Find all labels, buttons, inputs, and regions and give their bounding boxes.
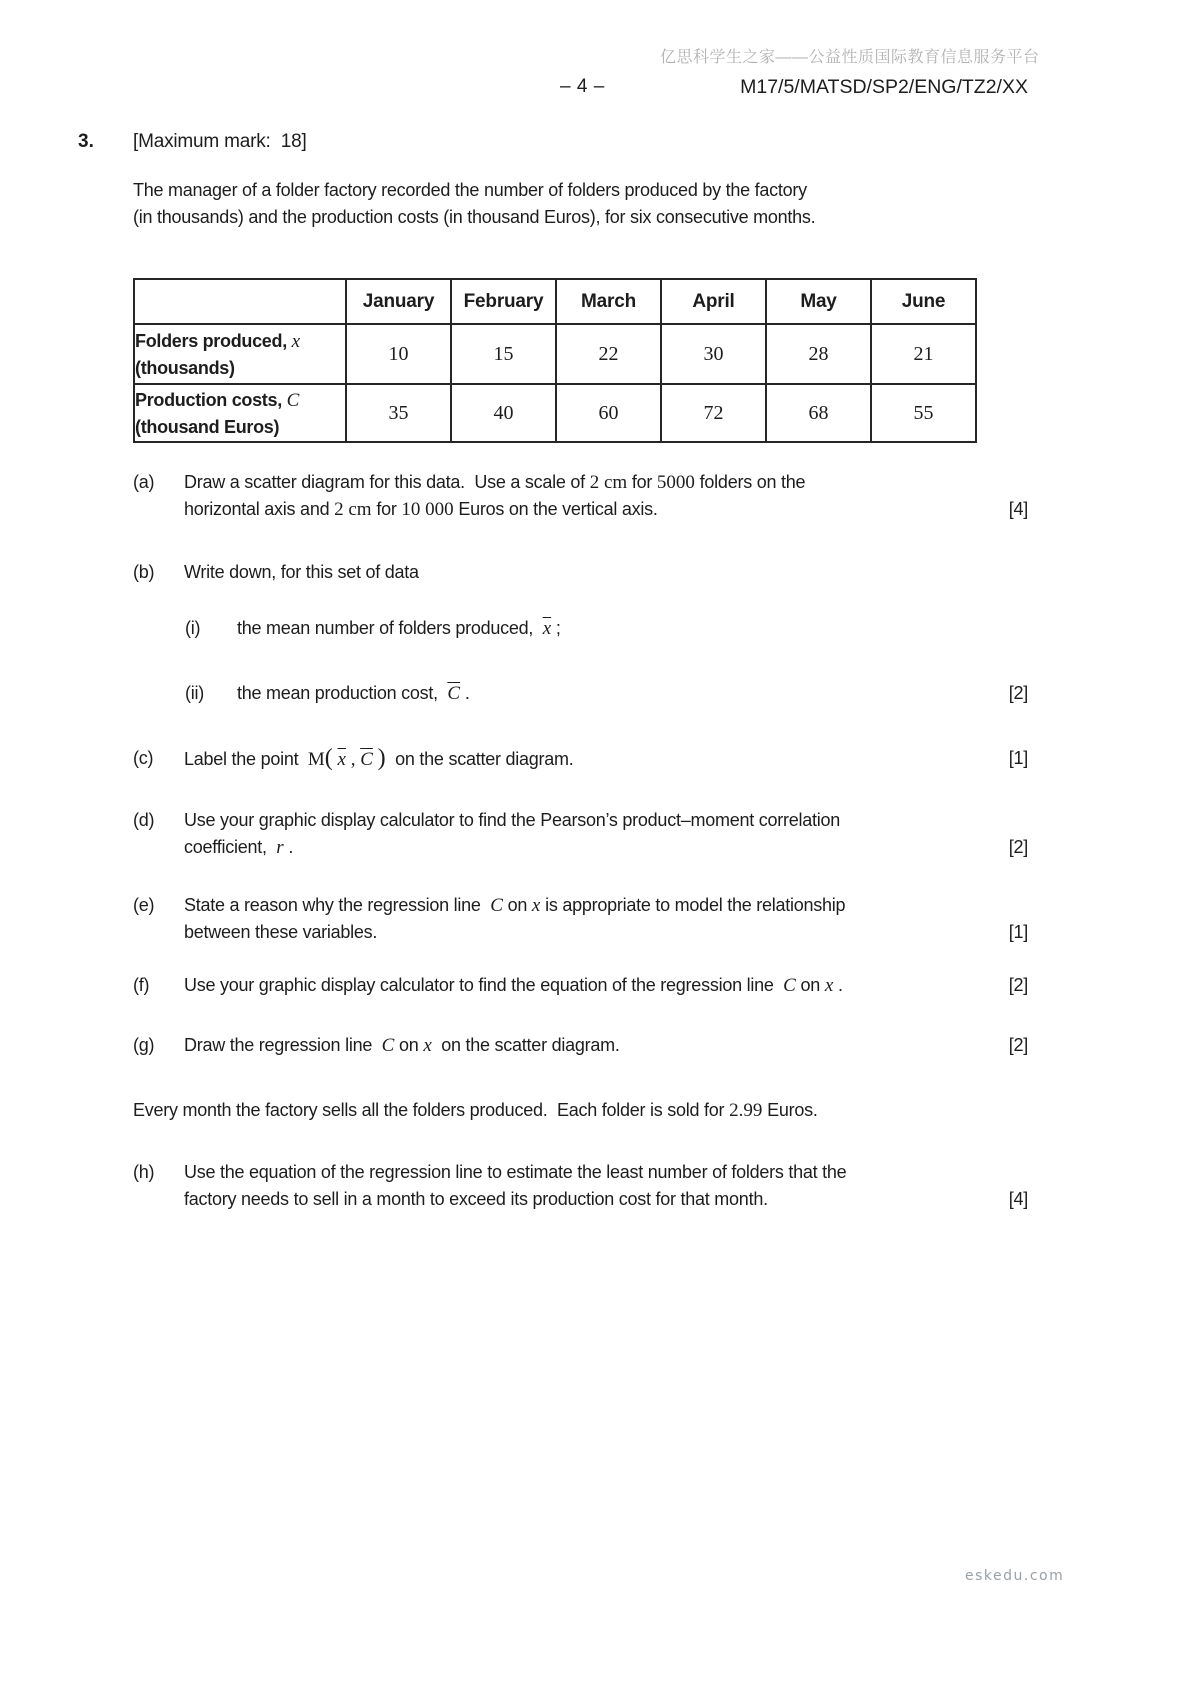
table-cell: 21 (871, 324, 976, 384)
mark-badge: [2] (1008, 837, 1028, 857)
part-text-line: Use your graphic display calculator to find the Pearson’s product–moment correlation (184, 810, 841, 830)
part-b-i (133, 615, 1028, 642)
paper-code: M17/5/MATSD/SP2/ENG/TZ2/XX (740, 76, 1028, 98)
row-label-line: Production costs, C (135, 389, 300, 411)
part-letter: (c) (133, 748, 154, 768)
table-cell: 30 (661, 324, 766, 384)
max-mark: [Maximum mark: 18] (133, 131, 307, 152)
part-text-line: the mean production cost, $\overline{C}$ . (237, 683, 470, 704)
part-letter: (i) (185, 618, 201, 638)
part-text-line: horizontal axis and 2 cm for 10 000 Euros on the vertical axis. (184, 499, 658, 520)
mark-badge: [2] (1008, 1035, 1028, 1055)
part-text-line: State a reason why the regression line C on x is appropriate to model the relationship (184, 895, 846, 916)
part-b-ii (133, 680, 1028, 707)
page-number: – 4 – (560, 76, 605, 97)
part-f (133, 972, 1028, 999)
part-letter: (ii) (185, 683, 204, 703)
intro-line: The manager of a folder factory recorded the number of folders produced by the factory (133, 180, 807, 200)
row-label-line: (thousands) (135, 357, 235, 378)
mark-badge: [1] (1008, 922, 1028, 942)
data-table (133, 278, 977, 443)
month-header: May (766, 279, 871, 324)
part-letter: (d) (133, 810, 155, 830)
table-row-folders (134, 324, 976, 384)
table-cell: 35 (346, 384, 451, 442)
part-text-line: Label the point M( $\overline{x}$ , $\overline{C}$ ) on the scatter diagram. (184, 745, 574, 771)
table-cell: 68 (766, 384, 871, 442)
question-intro (133, 177, 1028, 231)
part-text-line: Draw the regression line C on x on the scatter diagram. (184, 1035, 620, 1056)
question-number: 3. (78, 131, 94, 152)
part-g (133, 1032, 1028, 1059)
part-b (133, 559, 1028, 586)
part-text-line: Use your graphic display calculator to find the equation of the regression line C on x . (184, 975, 843, 996)
bottom-watermark: eskedu.com (965, 1568, 1065, 1584)
mark-badge: [4] (1008, 1189, 1028, 1209)
table-cell: 60 (556, 384, 661, 442)
row-label-folders (134, 324, 346, 384)
table-cell: 28 (766, 324, 871, 384)
table-cell: 10 (346, 324, 451, 384)
row-label-line: (thousand Euros) (135, 416, 280, 437)
intro-line: (in thousands) and the production costs (in thousand Euros), for six consecutive months. (133, 207, 816, 227)
table-cell: 55 (871, 384, 976, 442)
top-watermark: 亿思科学生之家——公益性质国际教育信息服务平台 (660, 49, 1040, 66)
table-cell: 22 (556, 324, 661, 384)
table-cell: 15 (451, 324, 556, 384)
mark-badge: [2] (1008, 683, 1028, 703)
row-label-costs (134, 384, 346, 442)
part-h (133, 1159, 1028, 1213)
part-text-line: factory needs to sell in a month to exceed its production cost for that month. (184, 1189, 768, 1209)
part-c (133, 745, 1028, 772)
table-row-costs (134, 384, 976, 442)
part-text-line: Every month the factory sells all the folders produced. Each folder is sold for 2.99 Euros. (133, 1100, 818, 1121)
month-header: January (346, 279, 451, 324)
part-a (133, 469, 1028, 523)
part-letter: (f) (133, 975, 150, 995)
month-header: June (871, 279, 976, 324)
part-text-line: Draw a scatter diagram for this data. Use a scale of 2 cm for 5000 folders on the (184, 472, 806, 493)
table-corner-cell (134, 279, 346, 324)
interlude-paragraph (133, 1097, 1028, 1124)
month-header: March (556, 279, 661, 324)
month-header: April (661, 279, 766, 324)
part-letter: (g) (133, 1035, 155, 1055)
part-text-line: coefficient, r . (184, 837, 294, 858)
part-letter: (b) (133, 562, 155, 582)
part-letter: (h) (133, 1162, 155, 1182)
part-e (133, 892, 1028, 946)
table-cell: 40 (451, 384, 556, 442)
table-cell: 72 (661, 384, 766, 442)
part-text-line: Write down, for this set of data (184, 562, 419, 582)
mark-badge: [2] (1008, 975, 1028, 995)
part-letter: (e) (133, 895, 155, 915)
mark-badge: [1] (1008, 748, 1028, 768)
table-header-row (134, 279, 976, 324)
mark-badge: [4] (1008, 499, 1028, 519)
part-letter: (a) (133, 472, 155, 492)
part-text-line: the mean number of folders produced, $\overline{x}$ ; (237, 618, 561, 639)
part-text-line: Use the equation of the regression line to estimate the least number of folders that the (184, 1162, 847, 1182)
month-header: February (451, 279, 556, 324)
part-d (133, 807, 1028, 861)
part-text-line: between these variables. (184, 922, 378, 942)
row-label-line: Folders produced, x (135, 330, 301, 352)
